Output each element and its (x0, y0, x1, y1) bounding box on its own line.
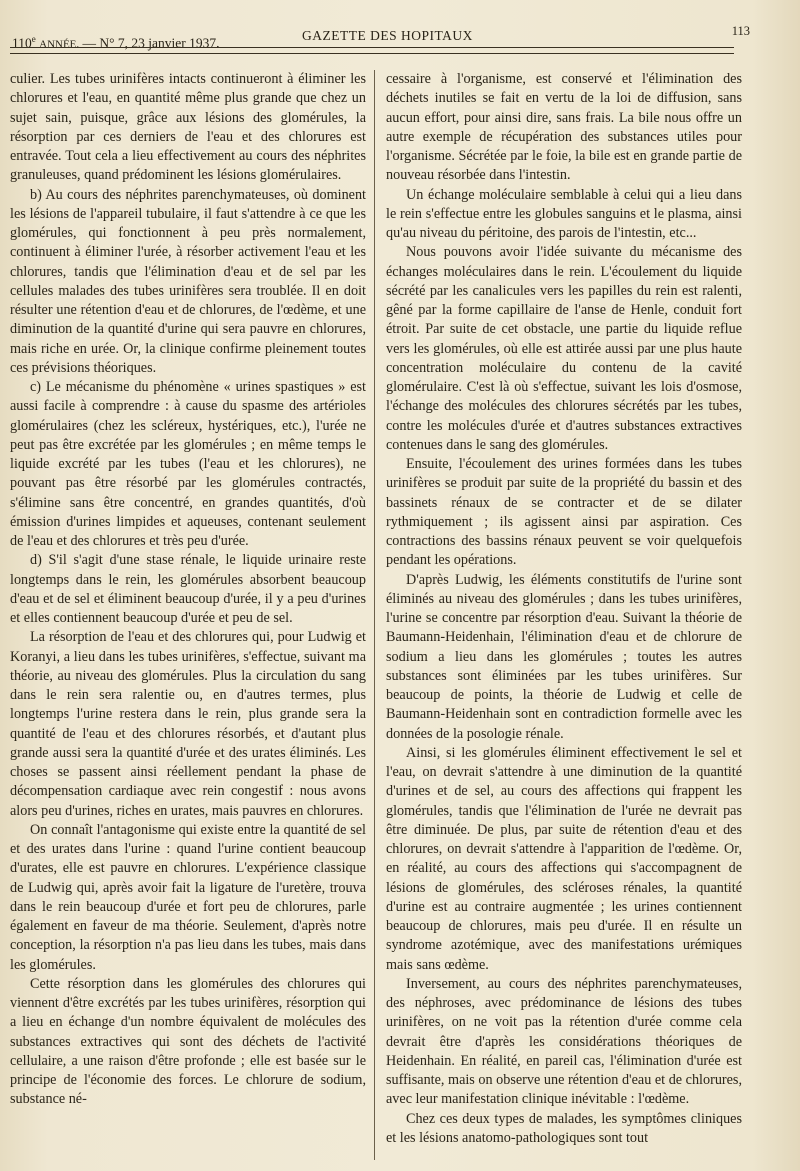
paragraph: Inversement, au cours des néphrites parenchymateuses, des néphroses, avec prédominance de lésions des tubes urinifères, on ne voit pas la rétention d'urée comme cela devrait être d'après les considérations théoriques de Heidenhain. En réalité, en pareil cas, l'élimination d'urée est suffisante, mais on observe une rétention d'eau et de chlorures, avec leur manifestation clinique inévitable : l'œdème. (386, 975, 742, 1108)
paragraph: La résorption de l'eau et des chlorures qui, pour Ludwig et Koranyi, a lieu dans les tubes urinifères, s'effectue, suivant ma théorie, au niveau des glomérules. Plus la circulation du sang dans le rein sera ralentie ou, en d'autres termes, plus longtemps l'urine restera dans le rein, plus grande sera la quantité de l'eau et des chlorures résorbés, et d'autant plus grande aussi sera la quantité d'urée et des urates éliminés. Les choses se passent ainsi réellement pendant la phase de décompensation cardiaque avec rein congestif : nous avons alors peu d'urines, riches en urates, mais pauvres en chlorures. (10, 629, 366, 819)
annee-label: ANNÉE. (39, 38, 80, 51)
header-rule-thin (10, 53, 734, 54)
paragraph: Nous pouvons avoir l'idée suivante du mécanisme des échanges moléculaires dans le rein. L'écoulement du liquide sécrété par les canalicules vers les papilles du rein est ralenti, gêné par la forme capillaire de l'anse de Henle, conduit fort étroit. Par suite de cet obstacle, une partie du liquide reflue vers les glomérules, où elle est attirée aussi par une plus haute concentration moléculaire du contenu de la cavité glomérulaire. C'est là où s'effectue, suivant les lois d'osmose, l'échange des molécules des chlorures sécrétés par les tubes, contre les molécules d'urée et d'autres substances extractives contenues dans le sang des glomérules. (386, 244, 742, 453)
paragraph: Ainsi, si les glomérules éliminent effectivement le sel et l'eau, on devrait s'attendre à une diminution de la quantité d'urines et de sel, au cours des affections qui frappent les glomérules, tandis que l'élimination de l'urée ne devrait pas être diminuée. De plus, par suite de rétention d'eau et des chlorures, on devrait s'attendre à l'apparition de l'œdème. Or, en réalité, au cours des affections qui s'accompagnent de lésions de glomérules, des scléroses rénales, la quantité d'urine est au contraire augmentée ; les urines contiennent beaucoup de chlorures, mais peu d'urée. Il en résulte un syndrome azotémique, avec des manifestations urémiques mais sans œdème. (386, 744, 742, 973)
journal-title: GAZETTE DES HOPITAUX (302, 28, 473, 43)
column-divider (374, 70, 375, 1160)
edition-suffix: e (31, 34, 36, 44)
issue-date: — N° 7, 23 janvier 1937. (82, 35, 220, 51)
issue-line (12, 34, 220, 52)
paragraph: c) Le mécanisme du phénomène « urines spastiques » est aussi facile à comprendre : à cause du spasme des artérioles glomérulaires (chez les scléreux, hystériques, etc.), l'urée ne peut pas être excrétée par les glomérules ; en même temps le liquide excrété par les tubes (l'eau et les chlorures), ne pouvant pas être résorbé par les glomérules contractés, s'élimine sans être concentré, en grandes quantités, d'où émission d'urines limpides et aqueuses, contenant seulement de l'eau et des chlorures et très peu d'urée. (10, 379, 366, 549)
paragraph: d) S'il s'agit d'une stase rénale, le liquide urinaire reste longtemps dans le rein, les glomérules absorbent beaucoup d'eau et de sel et éliminent beaucoup d'urée, il y a peu d'urines et elles contiennent beaucoup d'urée et peu de sel. (10, 552, 366, 626)
paragraph: D'après Ludwig, les éléments constitutifs de l'urine sont éliminés au niveau des glomérules ; dans les tubes urinifères, l'urine se concentre par résorption d'eau. Suivant la théorie de Baumann-Heidenhain, l'élimination d'eau et de chlorure de sodium a lieu dans les glomérules ; toutes les autres substances sont éliminées par les tubes urinifères. Sur beaucoup de points, la théorie de Ludwig et celle de Baumann-Heidenhain sont en contradiction formelle avec les données de la posologie rénale. (386, 571, 742, 742)
paragraph: cessaire à l'organisme, est conservé et l'élimination des déchets inutiles se fait en vertu de la loi de diffusion, sans aucun effort, pour ainsi dire, sans frais. La bile nous offre un autre exemple de récupération des substances utiles pour l'organisme. Sécrétée par le foie, la bile est en grande partie de nouveau résorbée dans l'intestin. (386, 71, 742, 184)
paragraph: culier. Les tubes urinifères intacts continueront à éliminer les chlorures et l'eau, en quantité même plus grande que chez un sujet sain, puisque, grâce aux lésions des glomérules, la résorption par ces derniers de l'eau et des chlorures est entravée. Tout cela a lieu effectivement au cours des néphrites granuleuses, quand prédominent les lésions glomérulaires. (10, 71, 366, 184)
paragraph: Ensuite, l'écoulement des urines formées dans les tubes urinifères se produit par suite de la propriété du bassin et des bassinets rénaux de se contracter et de se dilater rythmiquement ; ils agissent ainsi par aspiration. Ces contractions des bassins rénaux peuvent se voir quelquefois pendant les opérations. (386, 456, 742, 569)
page-number: 113 (731, 24, 750, 38)
paragraph: On connaît l'antagonisme qui existe entre la quantité de sel et des urates dans l'urine : quand l'urine contient beaucoup d'urates, elle est pauvre en chlorures. L'expérience classique de Ludwig qui, après avoir fait la ligature de l'uretère, trouva dans le rein beaucoup d'urée et fort peu de chlorures, parle également en faveur de ma théorie. Seulement, d'après notre conception, la résorption n'a pas lieu dans les tubes, mais dans les glomérules. (10, 821, 366, 973)
paragraph: Cette résorption dans les glomérules des chlorures qui viennent d'être excrétés par les tubes urinifères, résorption qui a lieu en échange d'un nombre équivalent de molécules des substances extractives qui sont des déchets de l'activité cellulaire, a une raison d'être profonde ; elle est basée sur le principe de l'économie des forces. Le chlorure de sodium, substance né- (10, 975, 366, 1108)
edition-number: 110 (12, 35, 32, 51)
right-column (386, 70, 742, 1148)
paragraph: Chez ces deux types de malades, les symptômes cliniques et les lésions anatomo-pathologiques sont tout (386, 1110, 742, 1146)
header-rule-thick (10, 47, 734, 48)
left-column (10, 70, 366, 1110)
paragraph: b) Au cours des néphrites parenchymateuses, où dominent les lésions de l'appareil tubulaire, il faut s'attendre à ce que les glomérules, qui fonctionnent à peu près normalement, continuent à éliminer l'urée, à résorber activement l'eau et les chlorures, tandis que l'élimination d'eau et de sel par les cellules malades des tubes urinifères sera troublée. Il en doit résulter une rétention d'eau et de chlorures, de l'œdème, et une diminution de la quantité d'urine qui sera pauvre en chlorures, mais riche en urée. Or, la clinique confirme pleinement toutes ces prévisions théoriques. (10, 186, 366, 376)
paragraph: Un échange moléculaire semblable à celui qui a lieu dans le rein s'effectue entre les globules sanguins et le plasma, ainsi qu'au niveau du péritoine, des parois de l'intestin, etc... (386, 186, 742, 241)
